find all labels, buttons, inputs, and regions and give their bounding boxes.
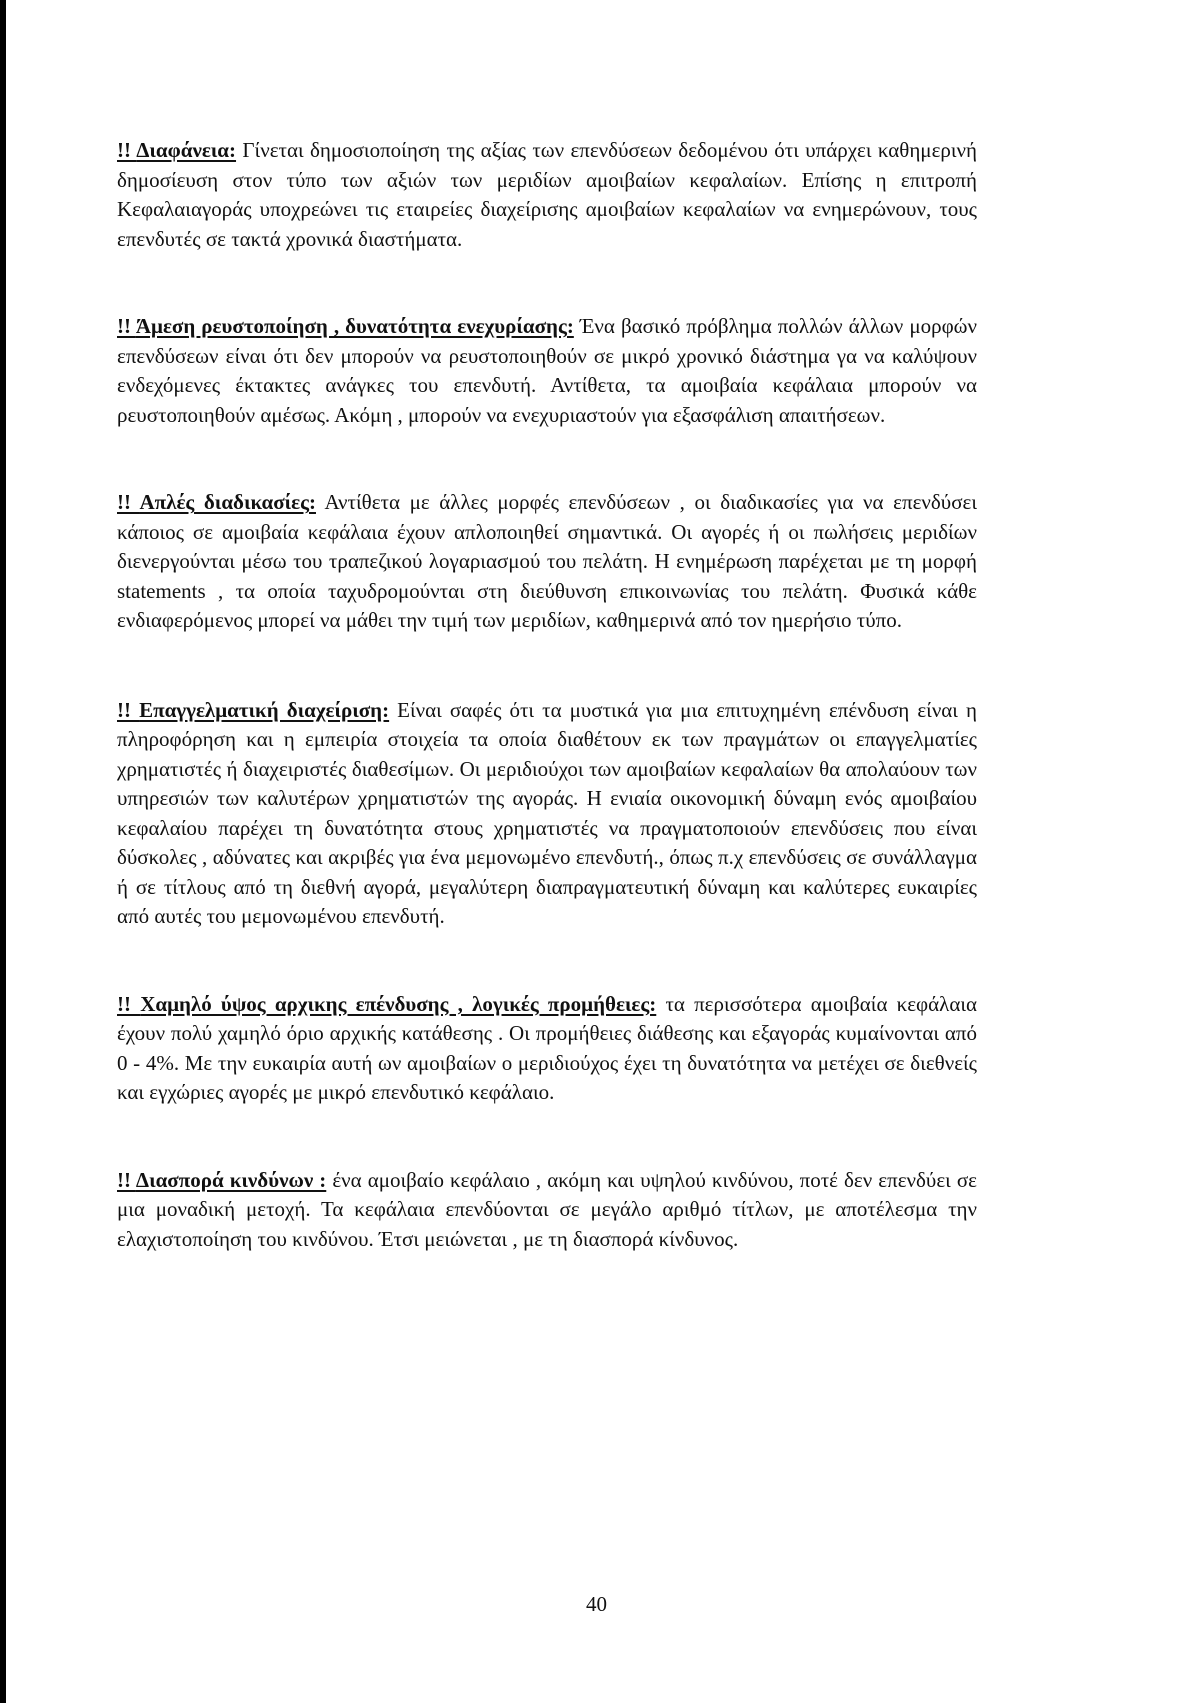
paragraph-risk-diversification xyxy=(117,1166,977,1255)
paragraph-heading: !! Άμεση ρευστοποίηση , δυνατότητα ενεχυρίασης: xyxy=(117,314,574,338)
paragraph-text: Είναι σαφές ότι τα μυστικά για μια επιτυχημένη επένδυση είναι η πληροφόρηση και η εμπειρία στοιχεία τα οποία διαθέτουν εκ των πραγμάτων οι επαγγελματίες χρηματιστές ή διαχειριστές διαθεσίμων. Οι μεριδιούχοι των αμοιβαίων κεφαλαίων θα απολαύουν των υπηρεσιών των καλυτέρων χρηματιστών της αγοράς. Η ενιαία οικονομική δύναμη ενός αμοιβαίου κεφαλαίου παρέχει τη δυνατότητα στους χρηματιστές να πραγματοποιούν επενδύσεις που είναι δύσκολες , αδύνατες και ακριβές για ένα μεμονωμένο επενδυτή., όπως π.χ επενδύσεις σε συνάλλαγμα ή σε τίτλους από τη διεθνή αγορά, μεγαλύτερη διαπραγματευτική δύναμη και καλύτερες ευκαιρίες από αυτές του μεμονωμένου επενδυτή. xyxy=(117,697,978,928)
paragraph-text: Αντίθετα με άλλες μορφές επενδύσεων , οι διαδικασίες για να επενδύσει κάποιος σε αμοιβαία κεφάλαια έχουν απλοποιηθεί σημαντικά. Οι αγορές ή οι πωλήσεις μεριδίων διενεργούνται μέσω του τραπεζικού λογαριασμού του πελάτη. Η ενημέρωση παρέχεται με τη μορφή statements , τα οποία ταχυδρομούνται στη διεύθυνση επικοινωνίας του πελάτη. Φυσικά κάθε ενδιαφερόμενος μπορεί να μάθει την τιμή των μεριδίων, καθημερινά από τον ημερήσιο τύπο. xyxy=(117,490,977,632)
paragraph-heading: !! Διαφάνεια: xyxy=(117,138,237,162)
paragraph-low-initial-investment xyxy=(117,990,977,1108)
paragraph-heading: !! Διασπορά κινδύνων : xyxy=(117,1167,327,1192)
paragraph-transparency xyxy=(117,136,977,254)
document-body xyxy=(117,136,977,1310)
paragraph-heading: !! Χαμηλό ύψος αρχικης επένδυσης , λογικές προμήθειες: xyxy=(117,991,657,1016)
paragraph-heading: !! Απλές διαδικασίες: xyxy=(117,490,316,514)
paragraph-heading: !! Επαγγελματική διαχείριση: xyxy=(117,697,390,722)
scan-edge xyxy=(0,0,6,1703)
paragraph-text: τα περισσότερα αμοιβαία κεφάλαια έχουν πολύ χαμηλό όριο αρχικής κατάθεσης . Οι προμήθειες διάθεσης και εξαγοράς κυμαίνονται από 0 - 4%. Με την ευκαιρία αυτή ων αμοιβαίων ο μεριδιούχος έχει τη δυνατότητα να μετέχει σε διεθνείς και εγχώριες αγορές με μικρό επενδυτικό κεφάλαιο. xyxy=(117,991,978,1104)
page-number: 40 xyxy=(586,1592,607,1616)
paragraph-text: Γίνεται δημοσιοποίηση της αξίας των επενδύσεων δεδομένου ότι υπάρχει καθημερινή δημοσίευση στον τύπο των αξιών των μεριδίων αμοιβαίων κεφαλαίων. Επίσης η επιτροπή Κεφαλαιαγοράς υποχρεώνει τις εταιρείες διαχείρισης αμοιβαίων κεφαλαίων να ενημερώνουν, τους επενδυτές σε τακτά χρονικά διαστήματα. xyxy=(117,138,977,251)
paragraph-professional-management xyxy=(117,696,977,932)
paragraph-text: Ένα βασικό πρόβλημα πολλών άλλων μορφών επενδύσεων είναι ότι δεν μπορούν να ρευστοποιηθούν σε μικρό χρονικό διάστημα γα να καλύψουν ενδεχόμενες έκτακτες ανάγκες του επενδυτή. Αντίθετα, τα αμοιβαία κεφάλαια μπορούν να ρευστοποιηθούν αμέσως. Ακόμη , μπορούν να ενεχυριαστούν για εξασφάλιση απαιτήσεων. xyxy=(117,314,978,427)
paragraph-liquidity xyxy=(117,312,977,430)
paragraph-text: ένα αμοιβαίο κεφάλαιο , ακόμη και υψηλού κινδύνου, ποτέ δεν επενδύει σε μια μοναδική μετοχή. Τα κεφάλαια επενδύονται σε μεγάλο αριθμό τίτλων, με αποτέλεσμα την ελαχιστοποίηση του κινδύνου. Έτσι μειώνεται , με τη διασπορά κίνδυνος. xyxy=(117,1167,977,1251)
paragraph-simple-procedures xyxy=(117,488,977,636)
